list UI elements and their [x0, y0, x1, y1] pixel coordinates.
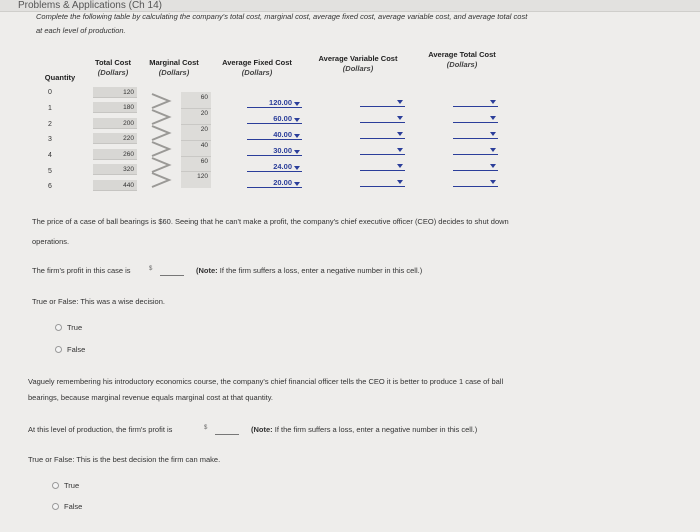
- marginal-cost-cell: 20: [200, 110, 208, 117]
- arrow-icon: [150, 157, 172, 173]
- quantity-cell: 3: [48, 136, 52, 143]
- currency-symbol: $: [149, 266, 153, 272]
- q2-text-line-2: bearings, because marginal revenue equals marginal cost at that quantity.: [28, 393, 274, 402]
- q1-profit-label: The firm's profit in this case is: [32, 266, 131, 275]
- chevron-down-icon: [490, 148, 496, 152]
- quantity-cell: 4: [48, 152, 52, 159]
- total-cost-cell: 260: [93, 149, 137, 160]
- q1-tf-prompt: True or False: This was a wise decision.: [32, 297, 165, 306]
- atc-dropdown-q1[interactable]: [453, 97, 498, 107]
- quantity-cell: 6: [48, 183, 52, 190]
- afc-dropdown-q3[interactable]: 40.00: [247, 130, 302, 140]
- avc-dropdown-q3[interactable]: [360, 129, 405, 139]
- chevron-down-icon: [490, 164, 496, 168]
- arrow-icon: [150, 141, 172, 157]
- chevron-down-icon: [490, 116, 496, 120]
- afc-dropdown-q4[interactable]: 30.00: [247, 146, 302, 156]
- total-cost-cell: 180: [93, 102, 137, 113]
- chevron-down-icon: [397, 180, 403, 184]
- breadcrumb: Problems & Applications (Ch 14): [18, 0, 162, 11]
- atc-dropdown-q2[interactable]: [453, 113, 498, 123]
- marginal-cost-cell: 60: [200, 94, 208, 101]
- q2-profit-label: At this level of production, the firm's profit is: [28, 425, 173, 434]
- chevron-down-icon: [397, 116, 403, 120]
- quantity-cell: 1: [48, 105, 52, 112]
- instructions-line-1: Complete the following table by calculating the company's total cost, marginal cost, average fixed cost, average variable cost, and average total cost: [36, 12, 528, 21]
- q2-false-radio[interactable]: [52, 503, 59, 510]
- q2-note: (Note: If the firm suffers a loss, enter a negative number in this cell.): [251, 425, 478, 434]
- total-cost-cell: 220: [93, 133, 137, 144]
- chevron-down-icon: [294, 118, 300, 122]
- chevron-down-icon: [294, 166, 300, 170]
- chevron-down-icon: [294, 134, 300, 138]
- arrow-icon: [150, 125, 172, 141]
- avc-dropdown-q1[interactable]: [360, 97, 405, 107]
- header-average-total-cost: Average Total Cost (Dollars): [428, 50, 496, 69]
- chevron-down-icon: [490, 132, 496, 136]
- q2-true-label: True: [64, 481, 80, 490]
- currency-symbol: $: [204, 425, 208, 431]
- header-average-fixed-cost: Average Fixed Cost (Dollars): [222, 58, 292, 77]
- header-average-variable-cost: Average Variable Cost (Dollars): [318, 54, 398, 73]
- q1-text-line-2: operations.: [32, 237, 70, 246]
- q1-text-line-1: The price of a case of ball bearings is $60. Seeing that he can't make a profit, the company's chief executive officer (CEO) decides to shut down: [32, 217, 509, 226]
- afc-dropdown-q1[interactable]: 120.00: [247, 98, 302, 108]
- arrow-icon: [150, 93, 172, 109]
- chevron-down-icon: [490, 100, 496, 104]
- quantity-cell: 2: [48, 121, 52, 128]
- atc-dropdown-q4[interactable]: [453, 145, 498, 155]
- avc-dropdown-q6[interactable]: [360, 177, 405, 187]
- total-cost-cell: 120: [93, 87, 137, 98]
- atc-dropdown-q5[interactable]: [453, 161, 498, 171]
- q2-true-radio[interactable]: [52, 482, 59, 489]
- q1-note: (Note: If the firm suffers a loss, enter a negative number in this cell.): [196, 266, 423, 275]
- chevron-down-icon: [397, 132, 403, 136]
- q1-false-label: False: [67, 345, 86, 354]
- header-marginal-cost: Marginal Cost (Dollars): [149, 58, 199, 77]
- arrow-icon: [150, 109, 172, 125]
- chevron-down-icon: [294, 150, 300, 154]
- afc-dropdown-q6[interactable]: 20.00: [247, 178, 302, 188]
- atc-dropdown-q3[interactable]: [453, 129, 498, 139]
- q1-false-radio[interactable]: [55, 346, 62, 353]
- quantity-cell: 0: [48, 89, 52, 96]
- afc-dropdown-q5[interactable]: 24.00: [247, 162, 302, 172]
- top-bar: [0, 0, 700, 12]
- q1-true-label: True: [67, 323, 83, 332]
- chevron-down-icon: [294, 182, 300, 186]
- q2-text-line-1: Vaguely remembering his introductory economics course, the company's chief financial officer tells the CEO it is better to produce 1 case of ball: [28, 377, 504, 386]
- avc-dropdown-q2[interactable]: [360, 113, 405, 123]
- quantity-cell: 5: [48, 168, 52, 175]
- instructions-line-2: at each level of production.: [36, 26, 126, 35]
- atc-dropdown-q6[interactable]: [453, 177, 498, 187]
- marginal-cost-cell: 60: [200, 158, 208, 165]
- q1-true-radio[interactable]: [55, 324, 62, 331]
- afc-dropdown-q2[interactable]: 60.00: [247, 114, 302, 124]
- chevron-down-icon: [397, 100, 403, 104]
- q2-tf-prompt: True or False: This is the best decision the firm can make.: [28, 455, 221, 464]
- q1-profit-input[interactable]: [160, 267, 184, 276]
- marginal-cost-cell: 120: [197, 173, 208, 180]
- marginal-cost-cell: 40: [200, 142, 208, 149]
- header-quantity: Quantity: [44, 73, 76, 82]
- chevron-down-icon: [397, 164, 403, 168]
- total-cost-cell: 200: [93, 118, 137, 129]
- total-cost-cell: 440: [93, 180, 137, 191]
- avc-dropdown-q4[interactable]: [360, 145, 405, 155]
- q2-profit-input[interactable]: [215, 426, 239, 435]
- total-cost-cell: 320: [93, 164, 137, 175]
- marginal-cost-cell: 20: [200, 126, 208, 133]
- q2-false-label: False: [64, 502, 83, 511]
- chevron-down-icon: [397, 148, 403, 152]
- header-total-cost: Total Cost (Dollars): [94, 58, 132, 77]
- chevron-down-icon: [490, 180, 496, 184]
- avc-dropdown-q5[interactable]: [360, 161, 405, 171]
- chevron-down-icon: [294, 102, 300, 106]
- arrow-icon: [150, 172, 172, 188]
